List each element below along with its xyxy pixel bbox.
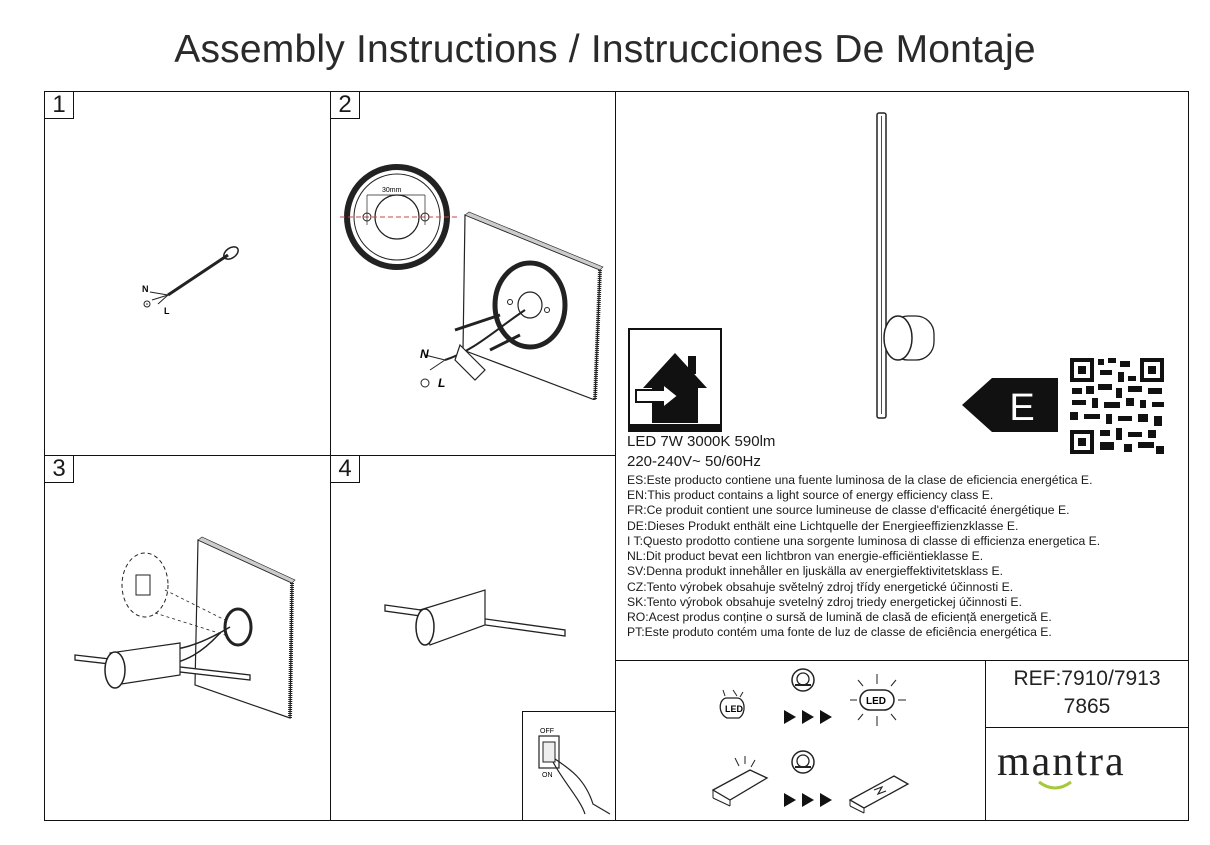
step4-installed-lamp <box>380 575 570 655</box>
step1-wire-illustration <box>120 230 260 330</box>
switch-on-label: ON <box>542 772 553 779</box>
language-line: SV:Denna produkt innehåller en ljuskälla av energieffektivitetsklass E. <box>627 564 1003 578</box>
divider <box>615 660 1189 661</box>
energy-class-letter: E <box>1009 387 1035 429</box>
divider <box>985 727 1189 728</box>
led-label: LED <box>866 696 886 707</box>
divider <box>615 91 616 821</box>
language-line: FR:Ce produit contient une source lumineuse de classe d'efficacité énergétique E. <box>627 503 1070 517</box>
language-line: NL:Dit product bevat een lichtbron van energie-efficiëntieklasse E. <box>627 549 984 563</box>
language-line: EN:This product contains a light source of energy efficiency class E. <box>627 488 994 502</box>
step2-mounting-illustration <box>335 155 610 400</box>
switch-on-illustration <box>525 714 615 819</box>
language-line: I T:Questo prodotto contiene una sorgente luminosa di classe di efficienza energetica E. <box>627 534 1101 548</box>
language-line: CZ:Tento výrobek obsahuje světelný zdroj třídy energetické účinnosti E. <box>627 580 1014 594</box>
wire-n-label: N <box>142 284 149 294</box>
language-line: SK:Tento výrobok obsahuje svetelný zdroj triedy energetickej účinnosti E. <box>627 595 1022 609</box>
brand-smile-icon <box>1035 778 1075 794</box>
indoor-use-icon <box>628 328 722 432</box>
wire-l-label: L <box>438 376 446 390</box>
spec-voltage: 220-240V~ 50/60Hz <box>627 453 761 470</box>
step-number: 2 <box>330 91 360 119</box>
arrow-icon <box>782 708 842 726</box>
language-line: DE:Dieses Produkt enthält eine Lichtquelle der Energieeffizienzklasse E. <box>627 519 1019 533</box>
spec-power: LED 7W 3000K 590lm <box>627 433 776 450</box>
energy-label-icon <box>962 376 1058 434</box>
hole-spacing-label: 30mm <box>382 187 402 194</box>
product-illustration <box>860 108 950 428</box>
step-number: 4 <box>330 455 360 483</box>
led-new-icon <box>848 672 908 728</box>
arrow-icon <box>782 791 842 809</box>
page-title: Assembly Instructions / Instrucciones De Montaje <box>174 28 1036 71</box>
language-line: RO:Acest produs conține o sursă de lumină de clasă de eficiență energetică E. <box>627 610 1052 624</box>
step-number: 1 <box>44 91 74 119</box>
driver-new-icon <box>846 770 912 814</box>
wire-n-label: N <box>420 347 429 361</box>
step3-wiring-illustration <box>70 535 310 720</box>
step-number: 3 <box>44 455 74 483</box>
wire-l-label: L <box>164 306 170 316</box>
reference-number: REF:7910/7913 <box>1013 667 1161 690</box>
broken-led-label: LED <box>725 704 743 714</box>
brand-logo: mantra <box>997 739 1126 785</box>
language-line: ES:Este producto contiene una fuente luminosa de la clase de eficiencia energética E. <box>627 473 1093 487</box>
switch-off-label: OFF <box>540 728 554 735</box>
technician-icon <box>792 751 814 773</box>
reference-number-secondary: 7865 <box>1063 695 1111 718</box>
qr-code-icon <box>1068 356 1166 456</box>
language-line: PT:Este produto contém uma fonte de luz de classe de eficiência energética E. <box>627 625 1052 639</box>
